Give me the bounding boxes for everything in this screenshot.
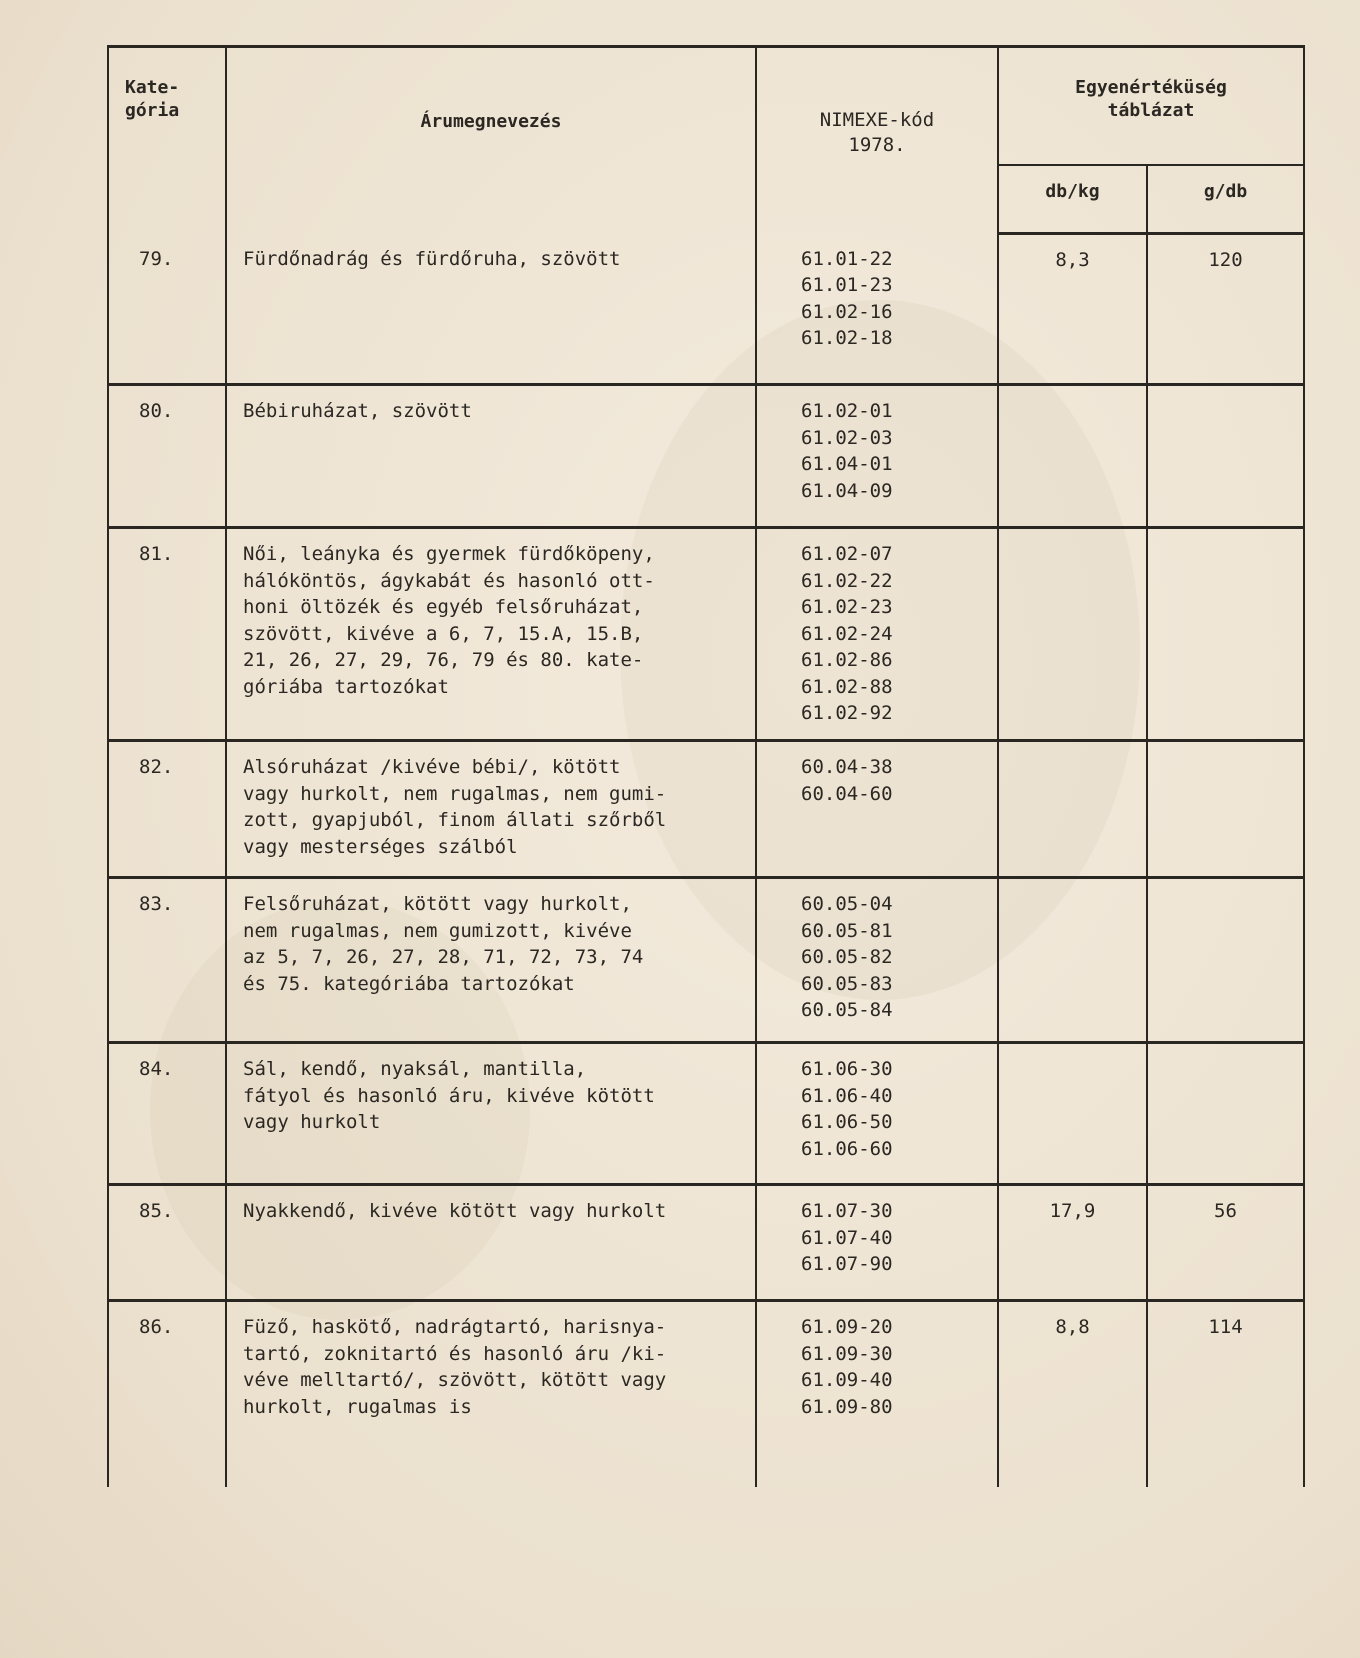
- value-g-per-db: [1147, 385, 1304, 528]
- item-description: Felsőruházat, kötött vagy hurkolt, nem rugalmas, nem gumizott, kivéve az 5, 7, 26, 27, 28, 71, 72, 73, 74 és 75. kategóriába tartozókat: [226, 878, 756, 1043]
- nimexe-codes: 61.09-20 61.09-30 61.09-40 61.09-80: [756, 1301, 998, 1487]
- item-description: Bébiruházat, szövött: [226, 385, 756, 528]
- nimexe-codes: 61.07-30 61.07-40 61.07-90: [756, 1185, 998, 1301]
- category-number: 81.: [108, 528, 226, 741]
- item-description: Fürdőnadrág és fürdőruha, szövött: [226, 234, 756, 385]
- nimexe-codes: 61.06-30 61.06-40 61.06-50 61.06-60: [756, 1043, 998, 1185]
- header-db-kg: db/kg: [998, 165, 1147, 234]
- value-db-per-kg: 17,9: [998, 1185, 1147, 1301]
- table-body: [108, 234, 1304, 1487]
- table-row: [108, 741, 1304, 878]
- item-description: Női, leányka és gyermek fürdőköpeny, hálóköntös, ágykabát és hasonló ott- honi öltözék és egyéb felsőruházat, szövött, kivéve a 6, 7, 15.A, 15.B, 21, 26, 27, 29, 76, 79 és 80. kate- góriába tartozókat: [226, 528, 756, 741]
- value-db-per-kg: [998, 528, 1147, 741]
- table-row: [108, 385, 1304, 528]
- item-description: Füző, haskötő, nadrágtartó, harisnya- tartó, zoknitartó és hasonló áru /ki- véve melltartó/, szövött, kötött vagy hurkolt, rugalmas is: [226, 1301, 756, 1487]
- value-db-per-kg: 8,3: [998, 234, 1147, 385]
- value-db-per-kg: 8,8: [998, 1301, 1147, 1487]
- category-number: 80.: [108, 385, 226, 528]
- nimexe-codes: 61.02-07 61.02-22 61.02-23 61.02-24 61.02-86 61.02-88 61.02-92: [756, 528, 998, 741]
- nimexe-codes: 61.02-01 61.02-03 61.04-01 61.04-09: [756, 385, 998, 528]
- nimexe-codes: 60.04-38 60.04-60: [756, 741, 998, 878]
- category-number: 82.: [108, 741, 226, 878]
- header-nimexe: NIMEXE-kód 1978.: [756, 47, 998, 234]
- category-number: 83.: [108, 878, 226, 1043]
- table-row: [108, 1301, 1304, 1487]
- value-db-per-kg: [998, 1043, 1147, 1185]
- header-egyenertekuseg: Egyenértéküség táblázat: [998, 47, 1304, 166]
- value-db-per-kg: [998, 385, 1147, 528]
- table-row: [108, 878, 1304, 1043]
- value-g-per-db: [1147, 878, 1304, 1043]
- value-g-per-db: [1147, 528, 1304, 741]
- category-number: 84.: [108, 1043, 226, 1185]
- table-row: [108, 528, 1304, 741]
- table-header: [108, 47, 1304, 234]
- table-row: [108, 1185, 1304, 1301]
- header-arumegnevezes: Árumegnevezés: [226, 47, 756, 234]
- value-db-per-kg: [998, 878, 1147, 1043]
- item-description: Nyakkendő, kivéve kötött vagy hurkolt: [226, 1185, 756, 1301]
- value-g-per-db: [1147, 741, 1304, 878]
- value-db-per-kg: [998, 741, 1147, 878]
- value-g-per-db: 114: [1147, 1301, 1304, 1487]
- value-g-per-db: 120: [1147, 234, 1304, 385]
- nimexe-codes: 60.05-04 60.05-81 60.05-82 60.05-83 60.05-84: [756, 878, 998, 1043]
- category-number: 79.: [108, 234, 226, 385]
- category-number: 86.: [108, 1301, 226, 1487]
- nimexe-codes: 61.01-22 61.01-23 61.02-16 61.02-18: [756, 234, 998, 385]
- table-row: [108, 1043, 1304, 1185]
- item-description: Sál, kendő, nyaksál, mantilla, fátyol és hasonló áru, kivéve kötött vagy hurkolt: [226, 1043, 756, 1185]
- category-number: 85.: [108, 1185, 226, 1301]
- item-description: Alsóruházat /kivéve bébi/, kötött vagy hurkolt, nem rugalmas, nem gumi- zott, gyapjuból, finom állati szőrből vagy mesterséges szálból: [226, 741, 756, 878]
- table-row: [108, 234, 1304, 385]
- category-table: [107, 45, 1305, 1487]
- value-g-per-db: 56: [1147, 1185, 1304, 1301]
- header-kategoria: Kate- gória: [108, 47, 226, 234]
- value-g-per-db: [1147, 1043, 1304, 1185]
- header-g-db: g/db: [1147, 165, 1304, 234]
